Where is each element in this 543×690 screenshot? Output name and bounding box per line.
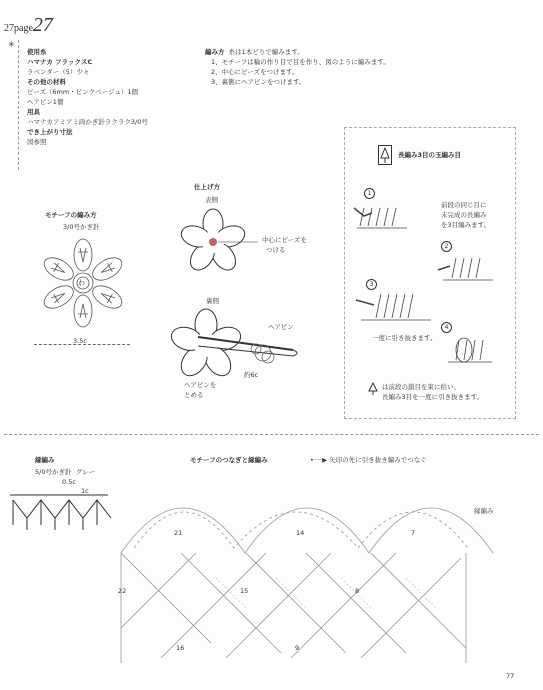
joining-title: モチーフのつなぎと縁編み	[190, 456, 268, 464]
front-label: 表側	[205, 196, 218, 204]
edging-hook: 5/0号かぎ針 グレー	[35, 468, 96, 476]
edging-chart	[8, 490, 118, 540]
step-number: 3	[366, 279, 377, 290]
howto-block	[205, 47, 390, 87]
motif-number: 15	[240, 587, 249, 595]
bobble-symbol-icon	[378, 145, 392, 165]
joining-legend: •····▶ 矢印の先に引き抜き編みでつなぐ	[310, 456, 427, 464]
header-divider	[18, 40, 20, 170]
edging-dim-one: 1c	[81, 487, 89, 495]
motif-number: 8	[355, 587, 360, 595]
materials-block	[27, 47, 148, 147]
step-number: 1	[364, 188, 375, 199]
width-dimension: 3.5c	[73, 337, 87, 345]
motif-title: モチーフの編み方	[45, 211, 97, 219]
motif-number: 7	[411, 529, 416, 537]
pin-note-line1: ヘアピンを	[184, 381, 217, 389]
howto-step: 2、中心にビーズをつけます。	[211, 68, 299, 76]
yarn-heading: 使用糸	[27, 48, 47, 56]
bead-note-line1: 中心にビーズを	[262, 236, 307, 244]
approx-length: 約6c	[244, 371, 259, 379]
motif-number: 22	[118, 587, 127, 595]
howto-step: 1、モチーフは輪の作り目で目を作り、図のように編みます。	[211, 58, 390, 66]
hook-text: ハマナカアミアミ両かぎ針ラクラク3/0号	[27, 118, 148, 126]
yarn-name: ハマナカ フラックスC	[27, 58, 93, 66]
step-number: 4	[441, 322, 452, 333]
edging-title: 縁編み	[35, 456, 55, 464]
hairpin-text: ヘアピン1個	[27, 98, 64, 106]
hairpin-label: ヘアピン	[268, 323, 294, 331]
asterisk-mark: ✳	[8, 40, 15, 49]
finish-title: 仕上げ方	[194, 183, 220, 191]
bobble-step2-illustration	[438, 250, 498, 290]
pin-note-line2: とめる	[184, 391, 204, 399]
edging-dim-half: 0.5c	[62, 478, 76, 486]
section-divider	[4, 434, 539, 435]
bobble-footer-note: は前段の鎖目を束に拾い、 長編み3目を一度に引き抜きます。	[382, 383, 484, 401]
bead-note-line2: つける	[266, 246, 286, 254]
motif-hook: 3/0号かぎ針	[63, 223, 100, 231]
howto-step: 3、裏側にヘアピンをつけます。	[211, 78, 306, 86]
bobble-step1-note: 前段の同じ目に 未完成の長編み を3目編みます。	[441, 201, 491, 229]
size-value: 図参照	[27, 138, 47, 146]
page-number: 77	[506, 672, 515, 680]
page-ref-big: 27	[32, 14, 53, 36]
bobble-step4-note: 一度に引き抜きます。	[372, 334, 437, 342]
bobble-step3-illustration	[356, 285, 436, 330]
bobble-footer-symbol-icon	[368, 382, 378, 396]
yarn-color: ラベンダー（5）少々	[27, 68, 90, 76]
tools-heading: 用具	[27, 108, 40, 116]
step-number: 2	[441, 241, 452, 252]
joining-arrow-icon: •····▶	[310, 456, 328, 464]
edge-label: 縁編み	[474, 507, 494, 515]
size-heading: でき上がり寸法	[27, 128, 73, 136]
bobble-step4-illustration	[446, 330, 496, 370]
bobble-title: 長編み3目の玉編み目	[398, 151, 462, 159]
motif-number: 16	[176, 644, 185, 652]
page-ref-small: 27page	[4, 23, 33, 34]
other-materials-heading: その他の材料	[27, 78, 66, 86]
motif-center-label: わ	[78, 279, 85, 287]
beads-text: ビーズ（6mm・ピンクベージュ）1個	[27, 88, 138, 96]
joining-diagram	[116, 468, 476, 668]
back-label: 裏側	[206, 297, 219, 305]
howto-heading: 編み方	[205, 48, 225, 56]
front-flower	[178, 207, 248, 277]
howto-note: 糸は1本どりで編みます。	[228, 48, 304, 56]
motif-number: 21	[174, 529, 183, 537]
bobble-step1-illustration	[352, 198, 412, 243]
motif-number: 9	[295, 644, 300, 652]
page-header	[4, 14, 53, 37]
motif-number: 14	[296, 529, 305, 537]
